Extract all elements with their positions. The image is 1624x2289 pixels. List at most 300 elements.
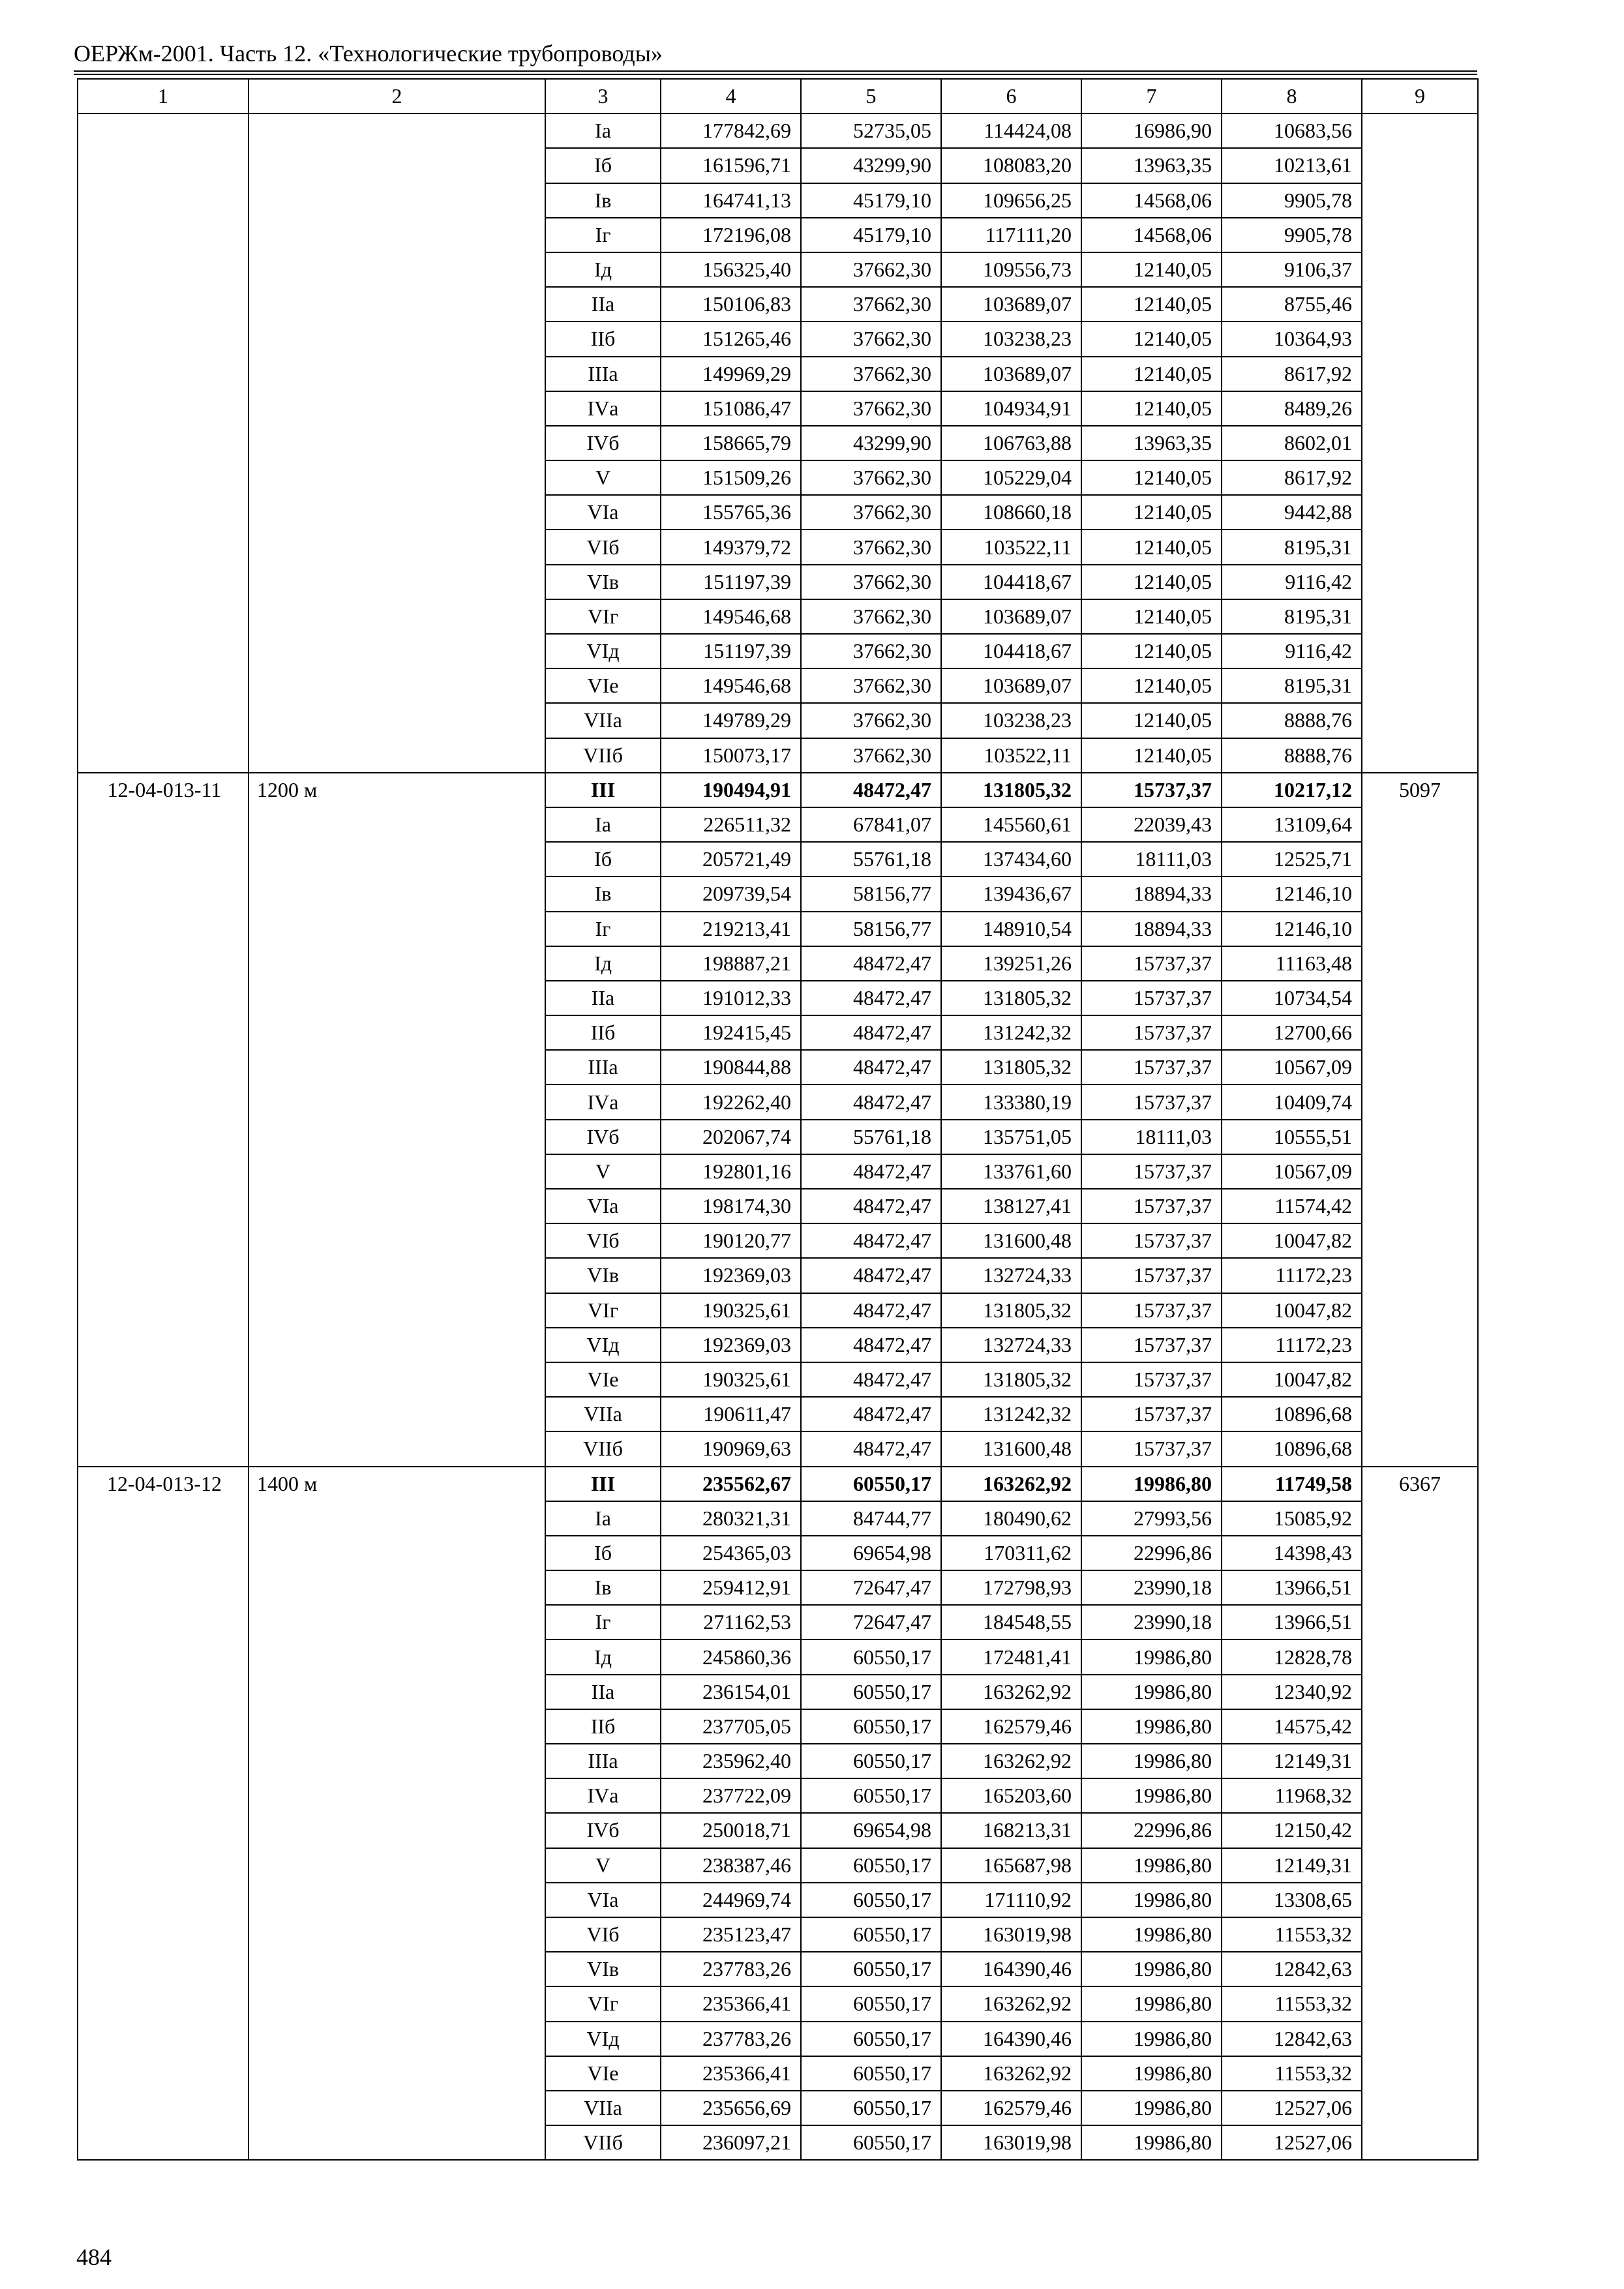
value-cell: 12842,63 — [1222, 1952, 1362, 1986]
table-row — [78, 113, 1478, 148]
value-cell: 139436,67 — [941, 876, 1081, 911]
value-cell: 11163,48 — [1222, 946, 1362, 981]
value-cell: 13109,64 — [1222, 807, 1362, 842]
value-cell: 12140,05 — [1081, 460, 1222, 495]
value-cell: 12140,05 — [1081, 668, 1222, 703]
value-cell: 15737,37 — [1081, 1258, 1222, 1293]
value-cell: 103689,07 — [941, 599, 1081, 634]
value-cell: 12140,05 — [1081, 252, 1222, 287]
value-cell: 190969,63 — [661, 1431, 801, 1466]
value-cell: 165203,60 — [941, 1778, 1081, 1813]
value-cell: 8888,76 — [1222, 738, 1362, 773]
value-cell: 60550,17 — [801, 2091, 941, 2125]
value-cell: 60550,17 — [801, 1709, 941, 1744]
value-cell: 10896,68 — [1222, 1431, 1362, 1466]
category-cell: VIа — [545, 1883, 661, 1917]
category-cell: III — [545, 1467, 661, 1501]
value-cell: 219213,41 — [661, 912, 801, 946]
value-cell: 10409,74 — [1222, 1085, 1362, 1119]
value-cell: 15737,37 — [1081, 1015, 1222, 1050]
category-cell: VIв — [545, 565, 661, 599]
value-cell: 12140,05 — [1081, 565, 1222, 599]
value-cell: 12700,66 — [1222, 1015, 1362, 1050]
value-cell: 48472,47 — [801, 1293, 941, 1328]
header-rule-top — [74, 70, 1477, 72]
value-cell: 145560,61 — [941, 807, 1081, 842]
value-cell: 48472,47 — [801, 1154, 941, 1189]
value-cell: 19986,80 — [1081, 2056, 1222, 2091]
value-cell: 131805,32 — [941, 1293, 1081, 1328]
value-cell: 45179,10 — [801, 218, 941, 252]
value-cell: 11172,23 — [1222, 1258, 1362, 1293]
value-cell: 12146,10 — [1222, 912, 1362, 946]
value-cell: 11553,32 — [1222, 2056, 1362, 2091]
value-cell: 60550,17 — [801, 1639, 941, 1674]
value-cell: 12527,06 — [1222, 2091, 1362, 2125]
value-cell: 69654,98 — [801, 1536, 941, 1570]
value-cell: 13963,35 — [1081, 426, 1222, 460]
pipe-diameter — [248, 113, 545, 773]
value-cell: 48472,47 — [801, 1258, 941, 1293]
value-cell: 8489,26 — [1222, 391, 1362, 426]
value-cell: 14575,42 — [1222, 1709, 1362, 1744]
value-cell: 235366,41 — [661, 1986, 801, 2021]
value-cell: 184548,55 — [941, 1605, 1081, 1639]
value-cell: 19986,80 — [1081, 1778, 1222, 1813]
value-cell: 10217,12 — [1222, 773, 1362, 807]
category-cell: VIб — [545, 1223, 661, 1258]
value-cell: 149546,68 — [661, 668, 801, 703]
value-cell: 12828,78 — [1222, 1639, 1362, 1674]
value-cell: 235656,69 — [661, 2091, 801, 2125]
value-cell: 15737,37 — [1081, 946, 1222, 981]
column-header: 8 — [1222, 79, 1362, 113]
value-cell: 19986,80 — [1081, 1744, 1222, 1778]
value-cell: 237722,09 — [661, 1778, 801, 1813]
category-cell: VIг — [545, 1986, 661, 2021]
value-cell: 190611,47 — [661, 1397, 801, 1431]
value-cell: 237783,26 — [661, 1952, 801, 1986]
value-cell: 149546,68 — [661, 599, 801, 634]
table-body — [78, 113, 1478, 2160]
value-cell: 165687,98 — [941, 1848, 1081, 1883]
value-cell: 48472,47 — [801, 1189, 941, 1223]
value-cell: 15737,37 — [1081, 1223, 1222, 1258]
value-cell: 84744,77 — [801, 1501, 941, 1536]
category-cell: VIе — [545, 1362, 661, 1397]
value-cell: 226511,32 — [661, 807, 801, 842]
value-cell: 104418,67 — [941, 634, 1081, 668]
value-cell: 137434,60 — [941, 842, 1081, 876]
value-cell: 19986,80 — [1081, 1917, 1222, 1952]
category-cell: IIа — [545, 1675, 661, 1709]
value-cell: 22039,43 — [1081, 807, 1222, 842]
value-cell: 13963,35 — [1081, 148, 1222, 183]
value-cell: 69654,98 — [801, 1813, 941, 1848]
category-cell: VIб — [545, 1917, 661, 1952]
value-cell: 10555,51 — [1222, 1120, 1362, 1154]
value-cell: 151197,39 — [661, 634, 801, 668]
category-cell: VIа — [545, 495, 661, 530]
page-header-title: ОЕРЖм-2001. Часть 12. «Технологические трубопроводы» — [74, 40, 663, 67]
value-cell: 235366,41 — [661, 2056, 801, 2091]
value-cell: 37662,30 — [801, 495, 941, 530]
value-cell: 60550,17 — [801, 1744, 941, 1778]
category-cell: IVа — [545, 1778, 661, 1813]
category-cell: Iг — [545, 218, 661, 252]
value-cell: 15737,37 — [1081, 981, 1222, 1015]
category-cell: Iг — [545, 1605, 661, 1639]
value-cell: 149379,72 — [661, 530, 801, 564]
column-9-value: 6367 — [1362, 1467, 1478, 2161]
value-cell: 60550,17 — [801, 1778, 941, 1813]
category-cell: VIе — [545, 2056, 661, 2091]
value-cell: 15737,37 — [1081, 1328, 1222, 1362]
value-cell: 10734,54 — [1222, 981, 1362, 1015]
value-cell: 172196,08 — [661, 218, 801, 252]
category-cell: Iд — [545, 252, 661, 287]
value-cell: 15085,92 — [1222, 1501, 1362, 1536]
category-cell: VIIа — [545, 2091, 661, 2125]
value-cell: 10047,82 — [1222, 1223, 1362, 1258]
category-cell: VIIа — [545, 703, 661, 738]
value-cell: 60550,17 — [801, 2125, 941, 2160]
table-row — [78, 1467, 1478, 1501]
category-cell: IVа — [545, 1085, 661, 1119]
value-cell: 170311,62 — [941, 1536, 1081, 1570]
value-cell: 8195,31 — [1222, 530, 1362, 564]
category-cell: Iб — [545, 148, 661, 183]
value-cell: 271162,53 — [661, 1605, 801, 1639]
value-cell: 104418,67 — [941, 565, 1081, 599]
value-cell: 192369,03 — [661, 1258, 801, 1293]
value-cell: 58156,77 — [801, 912, 941, 946]
rate-code — [78, 113, 248, 773]
value-cell: 8195,31 — [1222, 668, 1362, 703]
value-cell: 11553,32 — [1222, 1986, 1362, 2021]
value-cell: 60550,17 — [801, 1952, 941, 1986]
category-cell: VIIб — [545, 1431, 661, 1466]
value-cell: 103238,23 — [941, 322, 1081, 356]
value-cell: 72647,47 — [801, 1570, 941, 1605]
value-cell: 10364,93 — [1222, 322, 1362, 356]
value-cell: 131242,32 — [941, 1397, 1081, 1431]
value-cell: 9905,78 — [1222, 218, 1362, 252]
value-cell: 209739,54 — [661, 876, 801, 911]
value-cell: 19986,80 — [1081, 1883, 1222, 1917]
value-cell: 237705,05 — [661, 1709, 801, 1744]
value-cell: 14568,06 — [1081, 183, 1222, 218]
value-cell: 192262,40 — [661, 1085, 801, 1119]
value-cell: 8602,01 — [1222, 426, 1362, 460]
column-9-value: 5097 — [1362, 773, 1478, 1467]
value-cell: 37662,30 — [801, 322, 941, 356]
value-cell: 177842,69 — [661, 113, 801, 148]
value-cell: 148910,54 — [941, 912, 1081, 946]
value-cell: 158665,79 — [661, 426, 801, 460]
value-cell: 8617,92 — [1222, 357, 1362, 391]
value-cell: 192369,03 — [661, 1328, 801, 1362]
category-cell: IIа — [545, 981, 661, 1015]
value-cell: 236097,21 — [661, 2125, 801, 2160]
value-cell: 131805,32 — [941, 1050, 1081, 1085]
value-cell: 12140,05 — [1081, 738, 1222, 773]
value-cell: 8755,46 — [1222, 287, 1362, 322]
page-number: 484 — [76, 2244, 112, 2270]
value-cell: 103238,23 — [941, 703, 1081, 738]
value-cell: 10047,82 — [1222, 1293, 1362, 1328]
value-cell: 58156,77 — [801, 876, 941, 911]
value-cell: 163262,92 — [941, 1675, 1081, 1709]
value-cell: 164741,13 — [661, 183, 801, 218]
value-cell: 161596,71 — [661, 148, 801, 183]
value-cell: 254365,03 — [661, 1536, 801, 1570]
value-cell: 12140,05 — [1081, 599, 1222, 634]
value-cell: 13308,65 — [1222, 1883, 1362, 1917]
value-cell: 103689,07 — [941, 357, 1081, 391]
value-cell: 133761,60 — [941, 1154, 1081, 1189]
value-cell: 236154,01 — [661, 1675, 801, 1709]
value-cell: 19986,80 — [1081, 1952, 1222, 1986]
value-cell: 48472,47 — [801, 981, 941, 1015]
value-cell: 163262,92 — [941, 1986, 1081, 2021]
value-cell: 60550,17 — [801, 2022, 941, 2056]
value-cell: 12140,05 — [1081, 357, 1222, 391]
value-cell: 133380,19 — [941, 1085, 1081, 1119]
value-cell: 172481,41 — [941, 1639, 1081, 1674]
value-cell: 43299,90 — [801, 148, 941, 183]
value-cell: 8617,92 — [1222, 460, 1362, 495]
category-cell: VIIб — [545, 738, 661, 773]
value-cell: 155765,36 — [661, 495, 801, 530]
category-cell: IVа — [545, 391, 661, 426]
value-cell: 180490,62 — [941, 1501, 1081, 1536]
column-header: 5 — [801, 79, 941, 113]
value-cell: 104934,91 — [941, 391, 1081, 426]
value-cell: 131600,48 — [941, 1223, 1081, 1258]
value-cell: 72647,47 — [801, 1605, 941, 1639]
value-cell: 106763,88 — [941, 426, 1081, 460]
value-cell: 135751,05 — [941, 1120, 1081, 1154]
value-cell: 190844,88 — [661, 1050, 801, 1085]
value-cell: 9905,78 — [1222, 183, 1362, 218]
value-cell: 103522,11 — [941, 738, 1081, 773]
value-cell: 37662,30 — [801, 738, 941, 773]
value-cell: 19986,80 — [1081, 1709, 1222, 1744]
value-cell: 131600,48 — [941, 1431, 1081, 1466]
rates-table — [77, 78, 1479, 2161]
value-cell: 168213,31 — [941, 1813, 1081, 1848]
value-cell: 52735,05 — [801, 113, 941, 148]
value-cell: 48472,47 — [801, 1085, 941, 1119]
value-cell: 13966,51 — [1222, 1605, 1362, 1639]
value-cell: 11553,32 — [1222, 1917, 1362, 1952]
value-cell: 22996,86 — [1081, 1813, 1222, 1848]
header-rule-bottom — [74, 74, 1477, 75]
value-cell: 12140,05 — [1081, 391, 1222, 426]
category-cell: VIд — [545, 2022, 661, 2056]
value-cell: 163019,98 — [941, 1917, 1081, 1952]
category-cell: Iа — [545, 807, 661, 842]
value-cell: 12140,05 — [1081, 703, 1222, 738]
value-cell: 191012,33 — [661, 981, 801, 1015]
value-cell: 18111,03 — [1081, 1120, 1222, 1154]
category-cell: IIб — [545, 1015, 661, 1050]
value-cell: 149789,29 — [661, 703, 801, 738]
category-cell: Iд — [545, 1639, 661, 1674]
category-cell: Iб — [545, 842, 661, 876]
value-cell: 245860,36 — [661, 1639, 801, 1674]
value-cell: 162579,46 — [941, 2091, 1081, 2125]
column-header: 9 — [1362, 79, 1478, 113]
column-header: 7 — [1081, 79, 1222, 113]
column-9-value — [1362, 113, 1478, 773]
value-cell: 60550,17 — [801, 1848, 941, 1883]
value-cell: 10567,09 — [1222, 1154, 1362, 1189]
value-cell: 131242,32 — [941, 1015, 1081, 1050]
category-cell: IVб — [545, 1120, 661, 1154]
value-cell: 60550,17 — [801, 1986, 941, 2021]
value-cell: 12525,71 — [1222, 842, 1362, 876]
value-cell: 15737,37 — [1081, 1293, 1222, 1328]
column-header: 6 — [941, 79, 1081, 113]
value-cell: 12149,31 — [1222, 1848, 1362, 1883]
category-cell: V — [545, 1154, 661, 1189]
category-cell: III — [545, 773, 661, 807]
value-cell: 12149,31 — [1222, 1744, 1362, 1778]
value-cell: 172798,93 — [941, 1570, 1081, 1605]
value-cell: 190120,77 — [661, 1223, 801, 1258]
value-cell: 151086,47 — [661, 391, 801, 426]
value-cell: 131805,32 — [941, 981, 1081, 1015]
value-cell: 12140,05 — [1081, 495, 1222, 530]
value-cell: 163019,98 — [941, 2125, 1081, 2160]
value-cell: 12146,10 — [1222, 876, 1362, 911]
value-cell: 190325,61 — [661, 1362, 801, 1397]
value-cell: 11574,42 — [1222, 1189, 1362, 1223]
column-header: 2 — [248, 79, 545, 113]
value-cell: 48472,47 — [801, 1362, 941, 1397]
value-cell: 280321,31 — [661, 1501, 801, 1536]
value-cell: 8195,31 — [1222, 599, 1362, 634]
category-cell: VIг — [545, 599, 661, 634]
value-cell: 37662,30 — [801, 357, 941, 391]
value-cell: 235123,47 — [661, 1917, 801, 1952]
category-cell: IIIа — [545, 357, 661, 391]
value-cell: 60550,17 — [801, 1883, 941, 1917]
value-cell: 156325,40 — [661, 252, 801, 287]
value-cell: 117111,20 — [941, 218, 1081, 252]
value-cell: 103689,07 — [941, 668, 1081, 703]
value-cell: 192801,16 — [661, 1154, 801, 1189]
value-cell: 43299,90 — [801, 426, 941, 460]
value-cell: 105229,04 — [941, 460, 1081, 495]
value-cell: 9116,42 — [1222, 565, 1362, 599]
value-cell: 164390,46 — [941, 1952, 1081, 1986]
category-cell: VIв — [545, 1952, 661, 1986]
value-cell: 19986,80 — [1081, 1639, 1222, 1674]
value-cell: 15737,37 — [1081, 1050, 1222, 1085]
value-cell: 162579,46 — [941, 1709, 1081, 1744]
value-cell: 48472,47 — [801, 1223, 941, 1258]
value-cell: 12150,42 — [1222, 1813, 1362, 1848]
value-cell: 190325,61 — [661, 1293, 801, 1328]
value-cell: 108083,20 — [941, 148, 1081, 183]
category-cell: IVб — [545, 1813, 661, 1848]
value-cell: 164390,46 — [941, 2022, 1081, 2056]
value-cell: 250018,71 — [661, 1813, 801, 1848]
category-cell: IIб — [545, 322, 661, 356]
value-cell: 163262,92 — [941, 1467, 1081, 1501]
category-cell: VIв — [545, 1258, 661, 1293]
value-cell: 171110,92 — [941, 1883, 1081, 1917]
value-cell: 37662,30 — [801, 391, 941, 426]
value-cell: 19986,80 — [1081, 1986, 1222, 2021]
column-header: 3 — [545, 79, 661, 113]
value-cell: 16986,90 — [1081, 113, 1222, 148]
value-cell: 9442,88 — [1222, 495, 1362, 530]
value-cell: 48472,47 — [801, 773, 941, 807]
value-cell: 14398,43 — [1222, 1536, 1362, 1570]
column-header: 4 — [661, 79, 801, 113]
category-cell: VIд — [545, 1328, 661, 1362]
value-cell: 48472,47 — [801, 1050, 941, 1085]
category-cell: VIIб — [545, 2125, 661, 2160]
value-cell: 132724,33 — [941, 1328, 1081, 1362]
rate-code: 12-04-013-11 — [78, 773, 248, 1467]
value-cell: 131805,32 — [941, 773, 1081, 807]
value-cell: 8888,76 — [1222, 703, 1362, 738]
value-cell: 48472,47 — [801, 946, 941, 981]
category-cell: Iв — [545, 183, 661, 218]
value-cell: 27993,56 — [1081, 1501, 1222, 1536]
value-cell: 151197,39 — [661, 565, 801, 599]
value-cell: 151265,46 — [661, 322, 801, 356]
category-cell: Iа — [545, 1501, 661, 1536]
value-cell: 12140,05 — [1081, 322, 1222, 356]
value-cell: 12842,63 — [1222, 2022, 1362, 2056]
value-cell: 19986,80 — [1081, 1848, 1222, 1883]
value-cell: 12340,92 — [1222, 1675, 1362, 1709]
value-cell: 15737,37 — [1081, 1431, 1222, 1466]
value-cell: 19986,80 — [1081, 2022, 1222, 2056]
value-cell: 138127,41 — [941, 1189, 1081, 1223]
value-cell: 132724,33 — [941, 1258, 1081, 1293]
value-cell: 18111,03 — [1081, 842, 1222, 876]
value-cell: 48472,47 — [801, 1397, 941, 1431]
value-cell: 150073,17 — [661, 738, 801, 773]
value-cell: 15737,37 — [1081, 773, 1222, 807]
category-cell: VIа — [545, 1189, 661, 1223]
value-cell: 14568,06 — [1081, 218, 1222, 252]
value-cell: 18894,33 — [1081, 876, 1222, 911]
value-cell: 37662,30 — [801, 565, 941, 599]
category-cell: Iб — [545, 1536, 661, 1570]
value-cell: 151509,26 — [661, 460, 801, 495]
category-cell: VIг — [545, 1293, 661, 1328]
category-cell: VIд — [545, 634, 661, 668]
value-cell: 109656,25 — [941, 183, 1081, 218]
pipe-diameter: 1400 м — [248, 1467, 545, 2161]
value-cell: 37662,30 — [801, 668, 941, 703]
category-cell: IIIа — [545, 1744, 661, 1778]
value-cell: 238387,46 — [661, 1848, 801, 1883]
value-cell: 55761,18 — [801, 1120, 941, 1154]
value-cell: 163262,92 — [941, 1744, 1081, 1778]
value-cell: 12140,05 — [1081, 634, 1222, 668]
category-cell: IVб — [545, 426, 661, 460]
value-cell: 19986,80 — [1081, 1467, 1222, 1501]
